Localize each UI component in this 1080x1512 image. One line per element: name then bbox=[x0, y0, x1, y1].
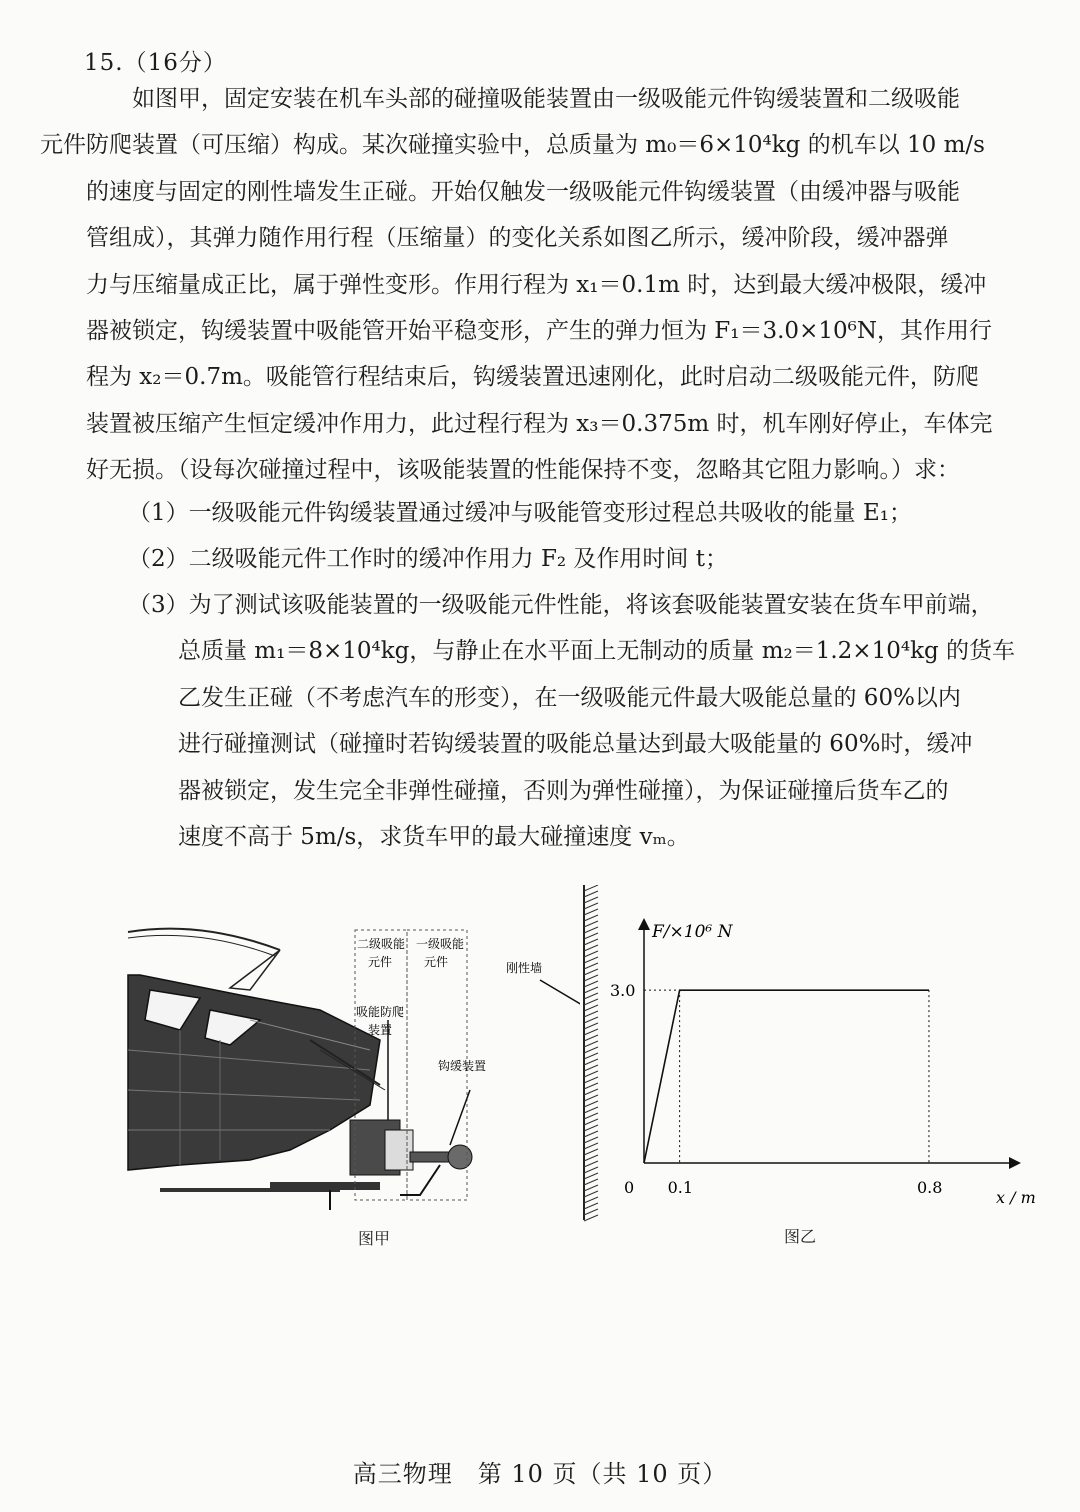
wall-hatch-line bbox=[584, 939, 598, 945]
sub3-line: 总质量 m₁＝8×10⁴kg，与静止在水平面上无制动的质量 m₂＝1.2×10⁴kg 的货车 bbox=[178, 638, 1016, 665]
y-tick-label: 3.0 bbox=[610, 981, 636, 1001]
wall-hatch-line bbox=[584, 1167, 598, 1173]
wall-hatch-line bbox=[584, 1179, 598, 1185]
wall-hatch-line bbox=[584, 1035, 598, 1041]
wall-hatch-line bbox=[584, 1059, 598, 1065]
wall-hatch-line bbox=[584, 1131, 598, 1137]
wall-hatch-line bbox=[584, 1083, 598, 1089]
sub3-line: 进行碰撞测试（碰撞时若钩缓装置的吸能总量达到最大吸能量的 60%时，缓冲 bbox=[178, 731, 973, 758]
sub3-line: 乙发生正碰（不考虑汽车的形变），在一级吸能元件最大吸能总量的 60%以内 bbox=[178, 684, 961, 711]
sub-question-1: （1）一级吸能元件钩缓装置通过缓冲与吸能管变形过程总共吸收的能量 E₁； bbox=[128, 500, 912, 526]
label-primary-element: 元件 bbox=[424, 955, 449, 969]
question-number: 15.（16分） bbox=[84, 50, 227, 76]
label-anticlimb: 吸能防爬 bbox=[356, 1005, 405, 1019]
wall-hatch-line bbox=[584, 1047, 598, 1053]
wall-hatch-line bbox=[584, 1005, 598, 1011]
wall-hatch-line bbox=[584, 999, 598, 1005]
wall-hatch-line bbox=[584, 1191, 598, 1197]
wall-hatch-line bbox=[584, 1143, 598, 1149]
wall-hatch-line bbox=[584, 945, 598, 951]
wall-hatch-line bbox=[584, 963, 598, 969]
stem-line: 元件防爬装置（可压缩）构成。某次碰撞实验中，总质量为 m₀＝6×10⁴kg 的机车以 10 m/s bbox=[40, 132, 985, 159]
label-anticlimb: 装置 bbox=[368, 1023, 393, 1037]
wall-hatch-line bbox=[584, 933, 598, 939]
stem-line: 装置被压缩产生恒定缓冲作用力，此过程行程为 x₃＝0.375m 时，机车刚好停止，车体完 bbox=[86, 410, 993, 437]
wall-hatch-line bbox=[584, 909, 598, 915]
wall-hatch-line bbox=[584, 1029, 598, 1035]
x-tick-label: 0.8 bbox=[916, 1178, 943, 1197]
page-footer: 高三物理 第 10 页（共 10 页） bbox=[352, 1460, 728, 1488]
caption-figure-b: 图乙 bbox=[784, 1227, 817, 1246]
stem-line: 的速度与固定的刚性墙发生正碰。开始仅触发一级吸能元件钩缓装置（由缓冲器与吸能 bbox=[86, 178, 960, 205]
sub3-line: 速度不高于 5m/s，求货车甲的最大碰撞速度 vₘ。 bbox=[178, 824, 690, 851]
sub3-line: 器被锁定，发生完全非弹性碰撞，否则为弹性碰撞），为保证碰撞后货车乙的 bbox=[178, 777, 949, 804]
wall-hatch-line bbox=[584, 921, 598, 927]
wall-hatch-line bbox=[584, 993, 598, 999]
stem-line: 好无损。（设每次碰撞过程中，该吸能装置的性能保持不变，忽略其它阻力影响。）求： bbox=[86, 457, 960, 484]
wall-hatch-line bbox=[584, 1011, 598, 1017]
stem-line: 如图甲，固定安装在机车头部的碰撞吸能装置由一级吸能元件钩缓装置和二级吸能 bbox=[132, 86, 960, 112]
wall-hatch-line bbox=[584, 1113, 598, 1119]
series-line bbox=[644, 990, 929, 1163]
question-stem bbox=[40, 76, 1002, 494]
y-axis-label: F/×10⁶ N bbox=[652, 922, 733, 942]
stem-line: 程为 x₂＝0.7m。吸能管行程结束后，钩缓装置迅速刚化，此时启动二级吸能元件，防爬 bbox=[86, 364, 979, 391]
wall-hatch-line bbox=[584, 1101, 598, 1107]
x-tick-label: 0.1 bbox=[667, 1178, 694, 1197]
wall-hatch-line bbox=[584, 1041, 598, 1047]
wall-hatch-line bbox=[584, 1203, 598, 1209]
stem-line: 器被锁定，钩缓装置中吸能管开始平稳变形，产生的弹力恒为 F₁＝3.0×10⁶N，其作用行 bbox=[86, 318, 992, 345]
label-secondary-element: 元件 bbox=[368, 955, 393, 969]
wall-hatch-line bbox=[584, 951, 598, 957]
wall-hatch-line bbox=[584, 1149, 598, 1155]
stem-line: 力与压缩量成正比，属于弹性变形。作用行程为 x₁＝0.1m 时，达到最大缓冲极限，缓冲 bbox=[86, 271, 987, 298]
wall-hatch-line bbox=[584, 987, 598, 993]
wall-hatch-line bbox=[584, 1071, 598, 1077]
wall-hatch-line bbox=[584, 1173, 598, 1179]
wall-hatch-line bbox=[584, 1155, 598, 1161]
wall-hatch-line bbox=[584, 981, 598, 987]
wall-hatch-line bbox=[584, 1209, 598, 1215]
sub-question-3 bbox=[128, 582, 1016, 860]
wall-hatch-line bbox=[584, 1197, 598, 1203]
figure-b-chart bbox=[600, 905, 1040, 1225]
wall-hatch-line bbox=[584, 1185, 598, 1191]
wall-hatch-line bbox=[584, 969, 598, 975]
wall-hatch-line bbox=[584, 1023, 598, 1029]
wall-hatch-line bbox=[584, 1215, 598, 1221]
wall-hatch-line bbox=[584, 903, 598, 909]
label-rigid-wall: 刚性墙 bbox=[506, 961, 543, 975]
origin-label: 0 bbox=[624, 1178, 635, 1197]
wall-hatch-line bbox=[584, 975, 598, 981]
caption-figure-a: 图甲 bbox=[358, 1229, 391, 1248]
wall-hatch-line bbox=[584, 1107, 598, 1113]
wall-hatch-line bbox=[584, 885, 598, 891]
figure-a-locomotive bbox=[120, 920, 580, 1220]
wall-hatch-line bbox=[584, 1077, 598, 1083]
wall-hatch-line bbox=[584, 1089, 598, 1095]
wall-hatch-line bbox=[584, 1125, 598, 1131]
sub3-line: （3）为了测试该吸能装置的一级吸能元件性能，将该套吸能装置安装在货车甲前端， bbox=[128, 592, 994, 618]
sub-question-2: （2）二级吸能元件工作时的缓冲作用力 F₂ 及作用时间 t； bbox=[128, 546, 728, 572]
wall-hatch-line bbox=[584, 1119, 598, 1125]
wall-hatch-line bbox=[584, 897, 598, 903]
wall-hatch-line bbox=[584, 1161, 598, 1167]
stem-line: 管组成），其弹力随作用行程（压缩量）的变化关系如图乙所示，缓冲阶段，缓冲器弹 bbox=[86, 225, 949, 252]
wall-hatch-line bbox=[584, 1053, 598, 1059]
wall-hatch-line bbox=[584, 957, 598, 963]
wall-hatch-line bbox=[584, 891, 598, 897]
wall-hatch-line bbox=[584, 1095, 598, 1101]
wall-hatch-line bbox=[584, 1137, 598, 1143]
label-secondary-element: 二级吸能 bbox=[357, 937, 406, 951]
wall-hatch-line bbox=[584, 1065, 598, 1071]
wall-hatch-line bbox=[584, 915, 598, 921]
x-axis-label: x / m bbox=[996, 1188, 1036, 1207]
label-coupler: 钩缓装置 bbox=[438, 1059, 487, 1073]
wall-hatch-line bbox=[584, 927, 598, 933]
label-primary-element: 一级吸能 bbox=[416, 937, 465, 951]
wall-hatch-line bbox=[584, 1017, 598, 1023]
